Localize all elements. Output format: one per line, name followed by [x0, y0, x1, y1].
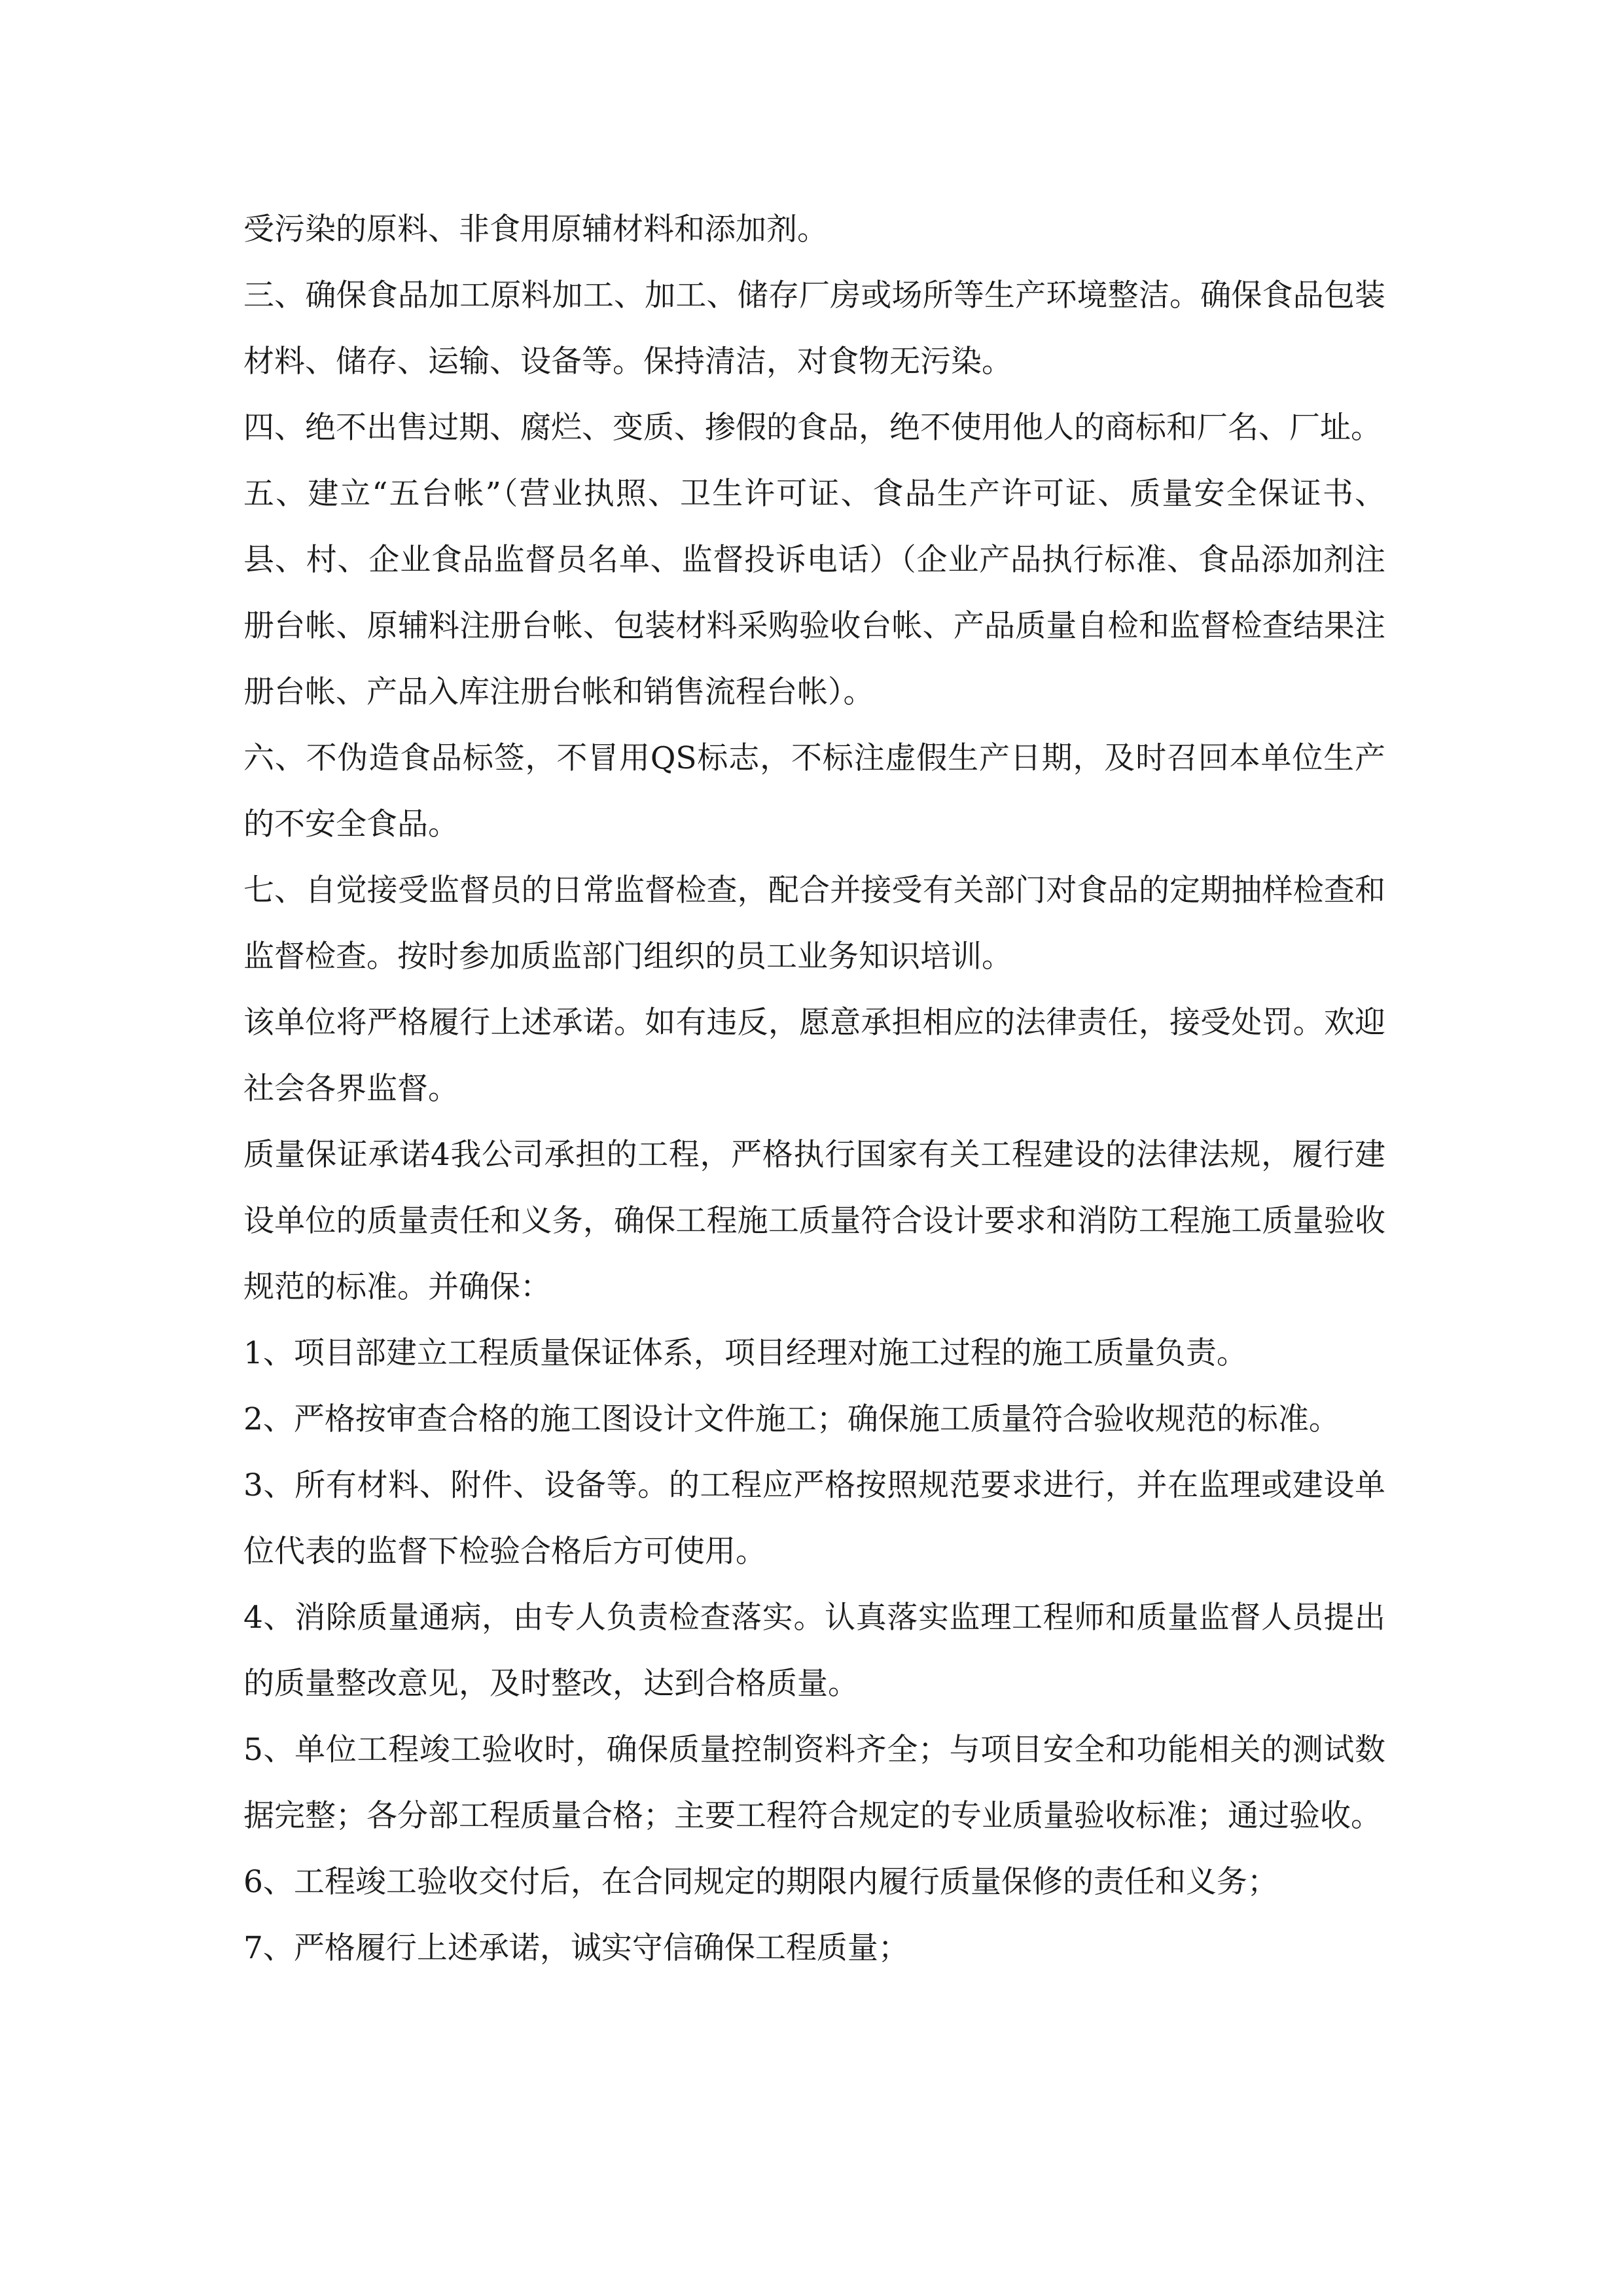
paragraph-item-6-labels: 六、不伪造食品标签，不冒用QS标志，不标注虚假生产日期，及时召回本单位生产的不安全食品。 [243, 740, 1385, 842]
paragraph-numbered-6: 6、工程竣工验收交付后，在合同规定的期限内履行质量保修的责任和义务； [243, 1864, 1278, 1900]
paragraph-numbered-1: 1、项目部建立工程质量保证体系，项目经理对施工过程的施工质量负责。 [243, 1335, 1247, 1371]
paragraph-item-7-supervision: 七、自觉接受监督员的日常监督检查，配合并接受有关部门对食品的定期抽样检查和监督检查。按时参加质监部门组织的员工业务知识培训。 [243, 872, 1385, 975]
document-body [243, 196, 1385, 1981]
paragraph-numbered-3: 3、所有材料、附件、设备等。的工程应严格按照规范要求进行，并在监理或建设单位代表的监督下检验合格后方可使用。 [243, 1467, 1385, 1570]
paragraph-commitment-statement: 该单位将严格履行上述承诺。如有违反，愿意承担相应的法律责任，接受处罚。欢迎社会各界监督。 [243, 1005, 1385, 1107]
paragraph-item-5-ledgers: 五、建立“五台帐”（营业执照、卫生许可证、食品生产许可证、质量安全保证书、县、村、企业食品监督员名单、监督投诉电话）（企业产品执行标准、食品添加剂注册台帐、原辅料注册台帐、包装材料采购验收台帐、产品质量自检和监督检查结果注册台帐、产品入库注册台帐和销售流程台帐）。 [243, 476, 1385, 710]
paragraph-item-3-environment: 三、确保食品加工原料加工、加工、储存厂房或场所等生产环境整洁。确保食品包装材料、储存、运输、设备等。保持清洁，对食物无污染。 [243, 278, 1385, 380]
paragraph-numbered-7: 7、严格履行上述承诺，诚实守信确保工程质量； [243, 1930, 909, 1966]
paragraph-raw-materials-continued: 受污染的原料、非食用原辅材料和添加剂。 [243, 211, 828, 247]
paragraph-numbered-4: 4、消除质量通病，由专人负责检查落实。认真落实监理工程师和质量监督人员提出的质量整改意见，及时整改，达到合格质量。 [243, 1600, 1385, 1702]
paragraph-numbered-2: 2、严格按审查合格的施工图设计文件施工；确保施工质量符合验收规范的标准。 [243, 1401, 1340, 1437]
paragraph-item-4-no-expired-food: 四、绝不出售过期、腐烂、变质、掺假的食品，绝不使用他人的商标和厂名、厂址。 [243, 410, 1382, 446]
paragraph-numbered-5: 5、单位工程竣工验收时，确保质量控制资料齐全；与项目安全和功能相关的测试数据完整；各分部工程质量合格；主要工程符合规定的专业质量验收标准；通过验收。 [243, 1732, 1385, 1834]
paragraph-quality-guarantee-4-intro: 质量保证承诺4我公司承担的工程，严格执行国家有关工程建设的法律法规，履行建设单位的质量责任和义务，确保工程施工质量符合设计要求和消防工程施工质量验收规范的标准。并确保： [243, 1137, 1385, 1305]
